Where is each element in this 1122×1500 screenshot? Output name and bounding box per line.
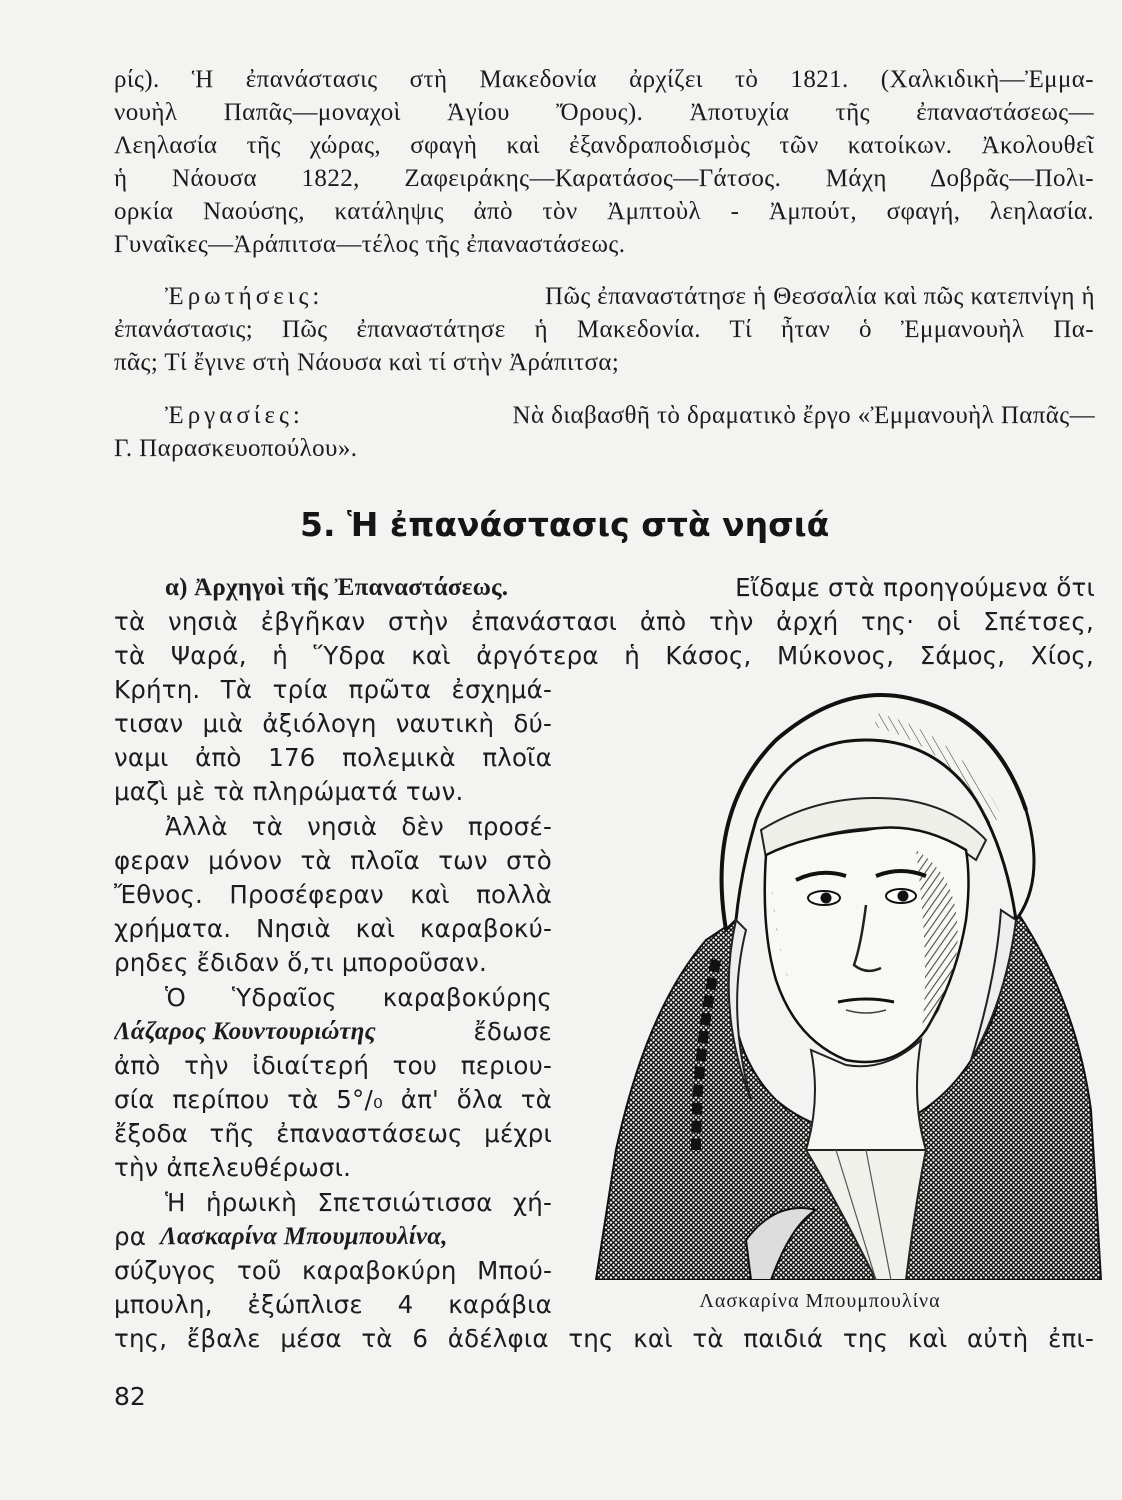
questions-label: Ἐρωτήσεις: — [165, 283, 324, 310]
column-line: φεραν μόνον τὰ πλοῖα των στὸ — [114, 846, 552, 875]
column-line: σύζυγος τοῦ καραβοκύρη Μπού- — [114, 1256, 552, 1285]
column-line: Ὁ Ὑδραῖος καραβοκύρης — [165, 983, 552, 1012]
column-line: ἔξοδα τῆς ἐπαναστάσεως μέχρι — [114, 1119, 552, 1148]
subsection-label: α) Ἀρχηγοὶ τῆς Ἐπαναστάσεως. — [165, 574, 509, 601]
column-text: ρα — [114, 1222, 147, 1251]
column-line: Ἔθνος. Προσέφεραν καὶ πολλὰ — [114, 880, 552, 909]
intro-line: ορκία Ναούσης, κατάληψις ἀπὸ τὸν Ἀμπτοὺλ - Ἀμπούτ, σφαγή, λεηλασία. — [114, 198, 1094, 225]
subsection-text: Εἴδαμε στὰ προηγούμενα ὅτι — [735, 573, 1095, 602]
column-line — [114, 1016, 552, 1048]
column-line: χρήματα. Νησιὰ καὶ καραβοκύ- — [114, 914, 552, 943]
column-line: μαζὶ μὲ τὰ πληρώματά των. — [114, 777, 464, 806]
tasks-text: Νὰ διαβασθῆ τὸ δραματικὸ ἔργο «Ἐμμανουὴλ Παπᾶς— — [512, 402, 1095, 429]
intro-line: Λεηλασία τῆς χώρας, σφαγὴ καὶ ἐξανδραποδισμὸς τῶν κατοίκων. Ἀκολουθεῖ — [114, 132, 1094, 159]
questions-text: Πῶς ἐπαναστάτησε ἡ Θεσσαλία καὶ πῶς κατεπνίγη ἡ — [545, 283, 1095, 310]
column-line: ἀπὸ τὴν ἰδιαίτερή του περιου- — [114, 1051, 552, 1080]
column-line: ρηδες ἔδιδαν ὅ,τι μποροῦσαν. — [114, 948, 488, 977]
intro-line: Γυναῖκες—Ἀράπιτσα—τέλος τῆς ἐπαναστάσεως. — [114, 231, 626, 258]
column-line: ναμι ἀπὸ 176 πολεμικὰ πλοῖα — [114, 743, 552, 772]
intro-line: ρίς). Ἡ ἐπανάστασις στὴ Μακεδονία ἀρχίζει τὸ 1821. (Χαλκιδικὴ—Ἐμμα- — [114, 66, 1094, 93]
tasks-line-1 — [165, 400, 1095, 432]
subsection-line-1 — [165, 572, 1095, 604]
questions-line-1 — [165, 281, 1095, 313]
column-line: Κρήτη. Τὰ τρία πρῶτα ἐσχημά- — [114, 675, 552, 704]
tasks-line-2: Γ. Παρασκευοπούλου». — [114, 435, 358, 462]
tasks-label: Ἐργασίες: — [165, 402, 304, 429]
column-line: τισαν μιὰ ἀξιόλογη ναυτικὴ δύ- — [114, 709, 552, 738]
bouboulina-portrait — [576, 680, 1106, 1280]
column-line: μπουλη, ἐξώπλισε 4 καράβια — [114, 1290, 552, 1319]
portrait-caption: Λασκαρίνα Μπουμπουλίνα — [699, 1290, 941, 1312]
column-line — [114, 1221, 552, 1253]
kountouriotis-name: Λάζαρος Κουντουριώτης — [114, 1018, 376, 1045]
column-line: Ἡ ἡρωικὴ Σπετσιώτισσα χή- — [165, 1188, 552, 1217]
column-line: τὴν ἀπελευθέρωσι. — [114, 1153, 352, 1182]
body-line: της, ἔβαλε μέσα τὰ 6 ἀδέλφια της καὶ τὰ παιδιά της καὶ αὐτὴ ἐπι- — [114, 1324, 1094, 1353]
questions-line-2: ἐπανάστασις; Πῶς ἐπαναστάτησε ἡ Μακεδονία. Τί ἦταν ὁ Ἐμμανουὴλ Πα- — [114, 316, 1094, 343]
body-line: τὰ Ψαρά, ἡ Ὕδρα καὶ ἀργότερα ἡ Κάσος, Μύκονος, Σάμος, Χίος, — [114, 641, 1094, 670]
body-line: τὰ νησιὰ ἐβγῆκαν στὴν ἐπανάστασι ἀπὸ τὴν ἀρχή της· οἱ Σπέτσες, — [114, 607, 1094, 636]
section-heading: 5. Ἡ ἐπανάστασις στὰ νησιά — [300, 505, 830, 544]
questions-line-3: πᾶς; Τί ἔγινε στὴ Νάουσα καὶ τί στὴν Ἀράπιτσα; — [114, 349, 620, 376]
page-number: 82 — [114, 1382, 146, 1411]
column-line: Ἀλλὰ τὰ νησιὰ δὲν προσέ- — [165, 812, 552, 841]
column-line: σία περίπου τὰ 5°/₀ ἀπ' ὅλα τὰ — [114, 1085, 552, 1114]
intro-line: ἡ Νάουσα 1822, Ζαφειράκης—Καρατάσος—Γάτσος. Μάχη Δοβρᾶς—Πολι- — [114, 165, 1094, 192]
bouboulina-name: Λασκαρίνα Μπουμπουλίνα, — [160, 1223, 448, 1250]
column-text: ἔδωσε — [473, 1017, 552, 1046]
intro-line: νουὴλ Παπᾶς—μοναχοὶ Ἁγίου Ὄρους). Ἀποτυχία τῆς ἐπαναστάσεως— — [114, 99, 1094, 126]
